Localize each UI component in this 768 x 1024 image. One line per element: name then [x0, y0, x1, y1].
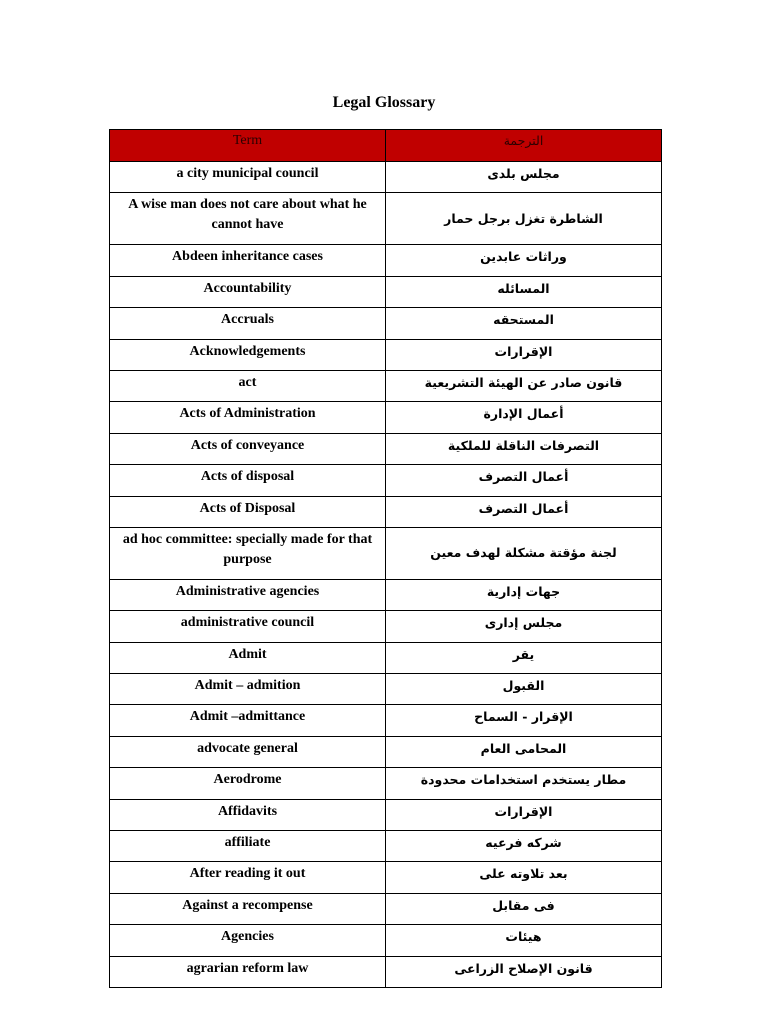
table-row	[110, 893, 662, 924]
term-cell: Accruals	[110, 308, 386, 339]
translation-cell: المسائله	[386, 276, 662, 307]
translation-cell: القبول	[386, 674, 662, 705]
translation-cell: التصرفات الناقلة للملكية	[386, 433, 662, 464]
term-cell: agrarian reform law	[110, 956, 386, 987]
translation-cell: فى مقابل	[386, 893, 662, 924]
translation-cell: شركه فرعيه	[386, 831, 662, 862]
translation-cell: مجلس بلدى	[386, 162, 662, 193]
translation-cell: هيئات	[386, 925, 662, 956]
term-cell: Acts of conveyance	[110, 433, 386, 464]
translation-cell: لجنة مؤقتة مشكلة لهدف معين	[386, 527, 662, 579]
table-row	[110, 611, 662, 642]
translation-cell: وراثات عابدين	[386, 245, 662, 276]
term-cell: ad hoc committee: specially made for that purpose	[110, 527, 386, 579]
translation-cell: المستحقه	[386, 308, 662, 339]
table-row	[110, 433, 662, 464]
translation-cell: الإقرارات	[386, 339, 662, 370]
term-cell: Acts of Disposal	[110, 496, 386, 527]
page-title: Legal Glossary	[332, 94, 436, 111]
glossary-table	[109, 129, 662, 988]
table-row	[110, 193, 662, 245]
table-row	[110, 370, 662, 401]
translation-cell: الشاطرة تغزل برجل حمار	[386, 193, 662, 245]
term-cell: Admit	[110, 642, 386, 673]
table-row	[110, 465, 662, 496]
term-cell: Accountability	[110, 276, 386, 307]
table-row	[110, 162, 662, 193]
table-row	[110, 402, 662, 433]
translation-cell: قانون الإصلاح الزراعى	[386, 956, 662, 987]
glossary-body	[110, 162, 662, 988]
term-cell: advocate general	[110, 736, 386, 767]
term-cell: Affidavits	[110, 799, 386, 830]
translation-cell: أعمال التصرف	[386, 496, 662, 527]
term-cell: Admit – admition	[110, 674, 386, 705]
translation-cell: الإقرارات	[386, 799, 662, 830]
translation-cell: مجلس إدارى	[386, 611, 662, 642]
header-term: Term	[110, 130, 386, 162]
translation-cell: أعمال الإدارة	[386, 402, 662, 433]
term-cell: Acts of Administration	[110, 402, 386, 433]
table-row	[110, 736, 662, 767]
term-cell: Admit –admittance	[110, 705, 386, 736]
table-row	[110, 768, 662, 799]
term-cell: administrative council	[110, 611, 386, 642]
term-cell: Acknowledgements	[110, 339, 386, 370]
table-row	[110, 862, 662, 893]
table-row	[110, 799, 662, 830]
translation-cell: الإقرار - السماح	[386, 705, 662, 736]
table-row	[110, 496, 662, 527]
table-row	[110, 831, 662, 862]
term-cell: Administrative agencies	[110, 579, 386, 610]
table-row	[110, 308, 662, 339]
translation-cell: مطار يستخدم استخدامات محدودة	[386, 768, 662, 799]
term-cell: A wise man does not care about what he cannot have	[110, 193, 386, 245]
table-row	[110, 642, 662, 673]
term-cell: act	[110, 370, 386, 401]
table-row	[110, 674, 662, 705]
term-cell: Aerodrome	[110, 768, 386, 799]
translation-cell: بعد تلاوته على	[386, 862, 662, 893]
term-cell: affiliate	[110, 831, 386, 862]
table-row	[110, 339, 662, 370]
term-cell: a city municipal council	[110, 162, 386, 193]
table-row	[110, 925, 662, 956]
table-header-row	[110, 130, 662, 162]
translation-cell: المحامى العام	[386, 736, 662, 767]
translation-cell: جهات إدارية	[386, 579, 662, 610]
table-row	[110, 956, 662, 987]
term-cell: Acts of disposal	[110, 465, 386, 496]
table-row	[110, 245, 662, 276]
translation-cell: أعمال التصرف	[386, 465, 662, 496]
header-translation: الترجمة	[386, 130, 662, 162]
term-cell: Agencies	[110, 925, 386, 956]
term-cell: After reading it out	[110, 862, 386, 893]
term-cell: Against a recompense	[110, 893, 386, 924]
table-row	[110, 527, 662, 579]
translation-cell: يقر	[386, 642, 662, 673]
translation-cell: قانون صادر عن الهيئة التشريعية	[386, 370, 662, 401]
table-row	[110, 579, 662, 610]
term-cell: Abdeen inheritance cases	[110, 245, 386, 276]
table-row	[110, 705, 662, 736]
table-row	[110, 276, 662, 307]
